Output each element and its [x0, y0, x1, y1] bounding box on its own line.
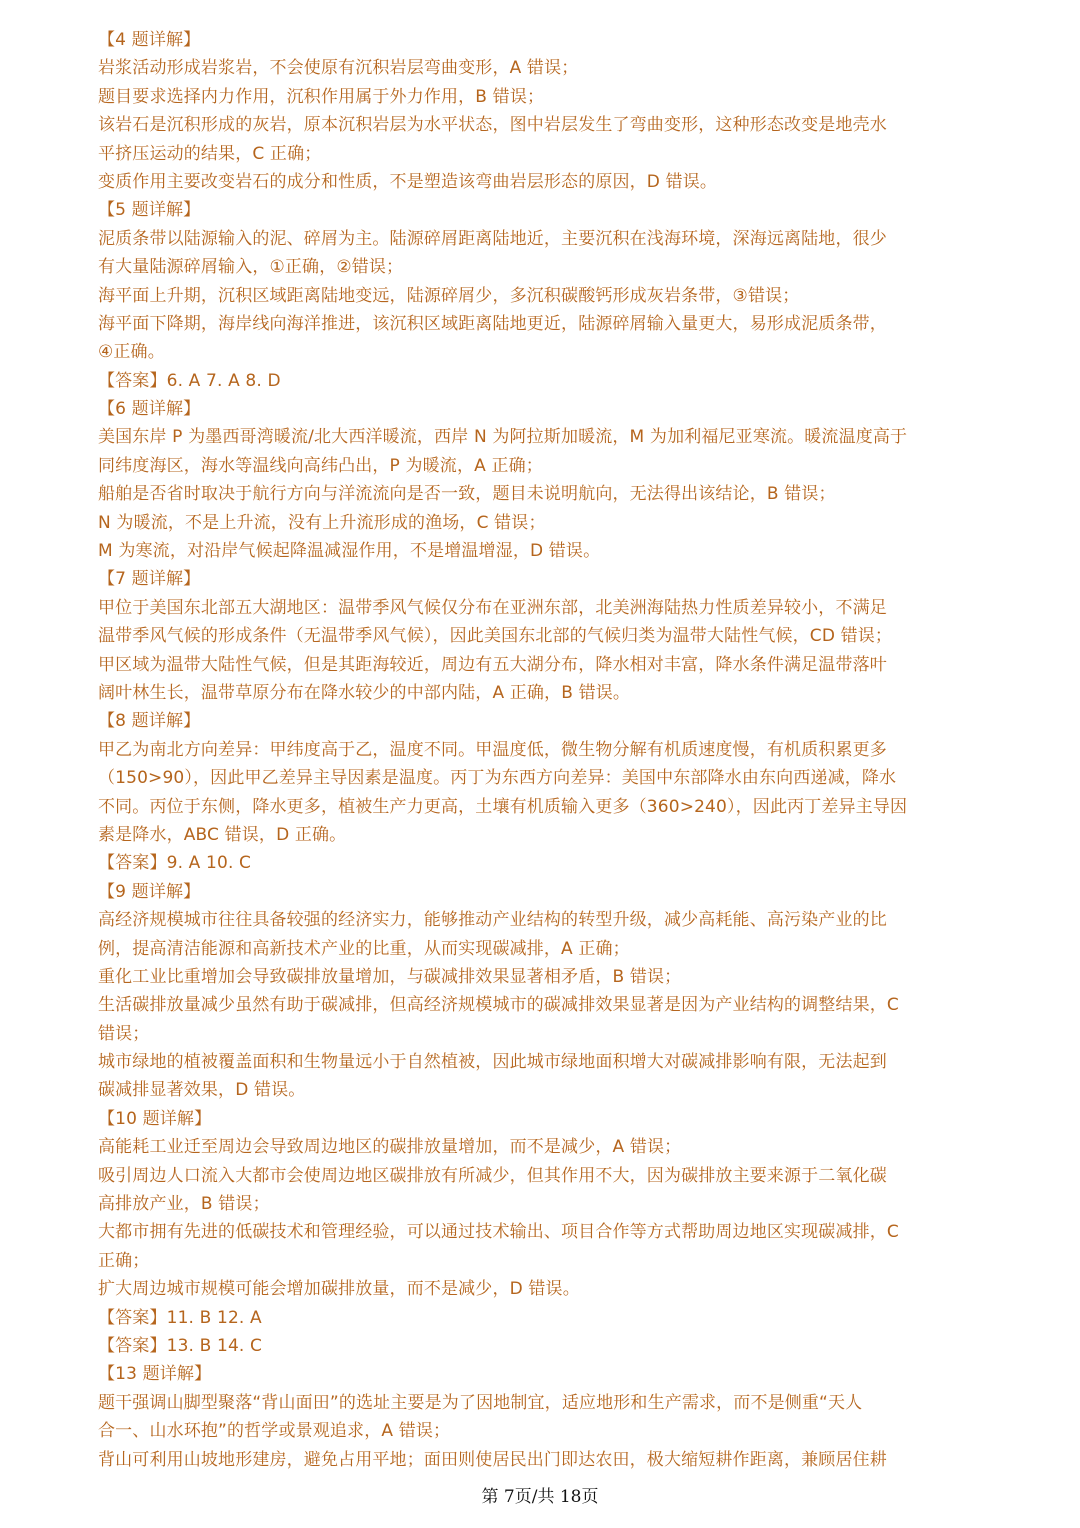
text-line: 变质作用主要改变岩石的成分和性质，不是塑造该弯曲岩层形态的原因，D 错误。: [98, 171, 718, 192]
text-line: 海平面上升期，沉积区域距离陆地变远，陆源碎屑少，多沉积碳酸钙形成灰岩条带，③错误；: [98, 285, 800, 306]
text-line: 题目要求选择内力作用，沉积作用属于外力作用，B 错误；: [98, 86, 545, 107]
text-line: 甲乙为南北方向差异：甲纬度高于乙，温度不同。甲温度低，微生物分解有机质速度慢，有机质积累更多: [98, 739, 887, 760]
text-line: 吸引周边人口流入大都市会使周边地区碳排放有所减少，但其作用不大，因为碳排放主要来源于二氧化碳: [98, 1165, 887, 1186]
text-line: 正确；: [98, 1250, 150, 1271]
text-line: 高排放产业，B 错误；: [98, 1194, 270, 1215]
text-line: 甲区域为温带大陆性气候，但是其距海较近，周边有五大湖分布，降水相对丰富，降水条件满足温带落叶: [98, 654, 887, 675]
text-line: 【答案】6. A 7. A 8. D: [98, 370, 281, 391]
text-line: 背山可利用山坡地形建房，避免占用平地；面田则使居民出门即达农田，极大缩短耕作距离，兼顾居住耕: [98, 1449, 887, 1470]
text-line: M 为寒流，对沿岸气候起降温减湿作用，不是增温增湿，D 错误。: [98, 541, 601, 562]
text-line: 不同。丙位于东侧，降水更多，植被生产力更高，土壤有机质输入更多（360>240），因此丙丁差异主导因: [98, 796, 908, 817]
text-line: 题干强调山脚型聚落“背山面田”的选址主要是为了因地制宜，适应地形和生产需求，而不是侧重“天人: [98, 1392, 863, 1413]
page-footer: 第 7页/共 18页: [481, 1487, 599, 1507]
text-line: 【4 题详解】: [98, 30, 201, 50]
text-line: 同纬度海区，海水等温线向高纬凸出，P 为暖流，A 正确；: [98, 455, 543, 476]
text-line: 【答案】13. B 14. C: [98, 1335, 263, 1356]
text-line: 【答案】11. B 12. A: [98, 1307, 262, 1328]
text-line: ④正确。: [98, 342, 165, 363]
text-line: 城市绿地的植被覆盖面积和生物量远小于自然植被，因此城市绿地面积增大对碳减排影响有限，无法起到: [98, 1052, 887, 1073]
text-line: （150>90），因此甲乙差异主导因素是温度。丙丁为东西方向差异：美国中东部降水由东向西递减，降水: [98, 768, 897, 789]
text-line: 海平面下降期，海岸线向海洋推进，该沉积区域距离陆地更近，陆源碎屑输入量更大，易形成泥质条带，: [98, 313, 887, 334]
answer-explanations: [98, 26, 990, 1474]
text-line: 该岩石是沉积形成的灰岩，原本沉积岩层为水平状态，图中岩层发生了弯曲变形，这种形态改变是地壳水: [98, 115, 887, 136]
text-line: 错误；: [98, 1023, 150, 1044]
text-line: 阔叶林生长，温带草原分布在降水较少的中部内陆，A 正确，B 错误。: [98, 682, 631, 703]
text-line: 平挤压运动的结果，C 正确；: [98, 143, 322, 164]
text-line: 【7 题详解】: [98, 569, 201, 590]
text-line: 有大量陆源碎屑输入，①正确，②错误；: [98, 257, 404, 278]
text-line: 【6 题详解】: [98, 399, 201, 420]
text-line: 【13 题详解】: [98, 1364, 212, 1385]
text-line: 【8 题详解】: [98, 711, 201, 732]
text-line: 合一、山水环抱”的哲学或景观追求，A 错误；: [98, 1421, 451, 1442]
text-line: 重化工业比重增加会导致碳排放量增加，与碳减排效果显著相矛盾，B 错误；: [98, 966, 682, 987]
text-line: 岩浆活动形成岩浆岩，不会使原有沉积岩层弯曲变形，A 错误；: [98, 58, 579, 79]
text-line: 扩大周边城市规模可能会增加碳排放量，而不是减少，D 错误。: [98, 1279, 580, 1300]
text-line: 生活碳排放量减少虽然有助于碳减排，但高经济规模城市的碳减排效果显著是因为产业结构的调整结果，C: [98, 995, 899, 1016]
text-line: 【答案】9. A 10. C: [98, 853, 252, 874]
text-line: 碳减排显著效果，D 错误。: [98, 1080, 306, 1101]
text-line: 【10 题详解】: [98, 1108, 212, 1129]
text-line: 甲位于美国东北部五大湖地区：温带季风气候仅分布在亚洲东部，北美洲海陆热力性质差异较小，不满足: [98, 597, 887, 618]
text-line: 高能耗工业迁至周边会导致周边地区的碳排放量增加，而不是减少，A 错误；: [98, 1137, 682, 1158]
text-line: 泥质条带以陆源输入的泥、碎屑为主。陆源碎屑距离陆地近，主要沉积在浅海环境，深海远离陆地，很少: [98, 228, 887, 249]
text-line: 美国东岸 P 为墨西哥湾暖流/北大西洋暖流，西岸 N 为阿拉斯加暖流，M 为加利福尼亚寒流。暖流温度高于: [98, 427, 908, 448]
text-line: 【9 题详解】: [98, 881, 201, 902]
text-line: 例，提高清洁能源和高新技术产业的比重，从而实现碳减排，A 正确；: [98, 938, 630, 959]
text-line: 【5 题详解】: [98, 200, 201, 221]
text-line: 素是降水，ABC 错误，D 正确。: [98, 824, 347, 845]
text-line: 温带季风气候的形成条件（无温带季风气候），因此美国东北部的气候归类为温带大陆性气候，CD 错误；: [98, 626, 893, 647]
text-line: 船舶是否省时取决于航行方向与洋流流向是否一致，题目未说明航向，无法得出该结论，B 错误；: [98, 484, 836, 505]
text-line: 大都市拥有先进的低碳技术和管理经验，可以通过技术输出、项目合作等方式帮助周边地区实现碳减排，C: [98, 1222, 899, 1243]
text-line: 高经济规模城市往往具备较强的经济实力，能够推动产业结构的转型升级，减少高耗能、高污染产业的比: [98, 910, 887, 931]
text-line: N 为暖流，不是上升流，没有上升流形成的渔场，C 错误；: [98, 512, 546, 533]
